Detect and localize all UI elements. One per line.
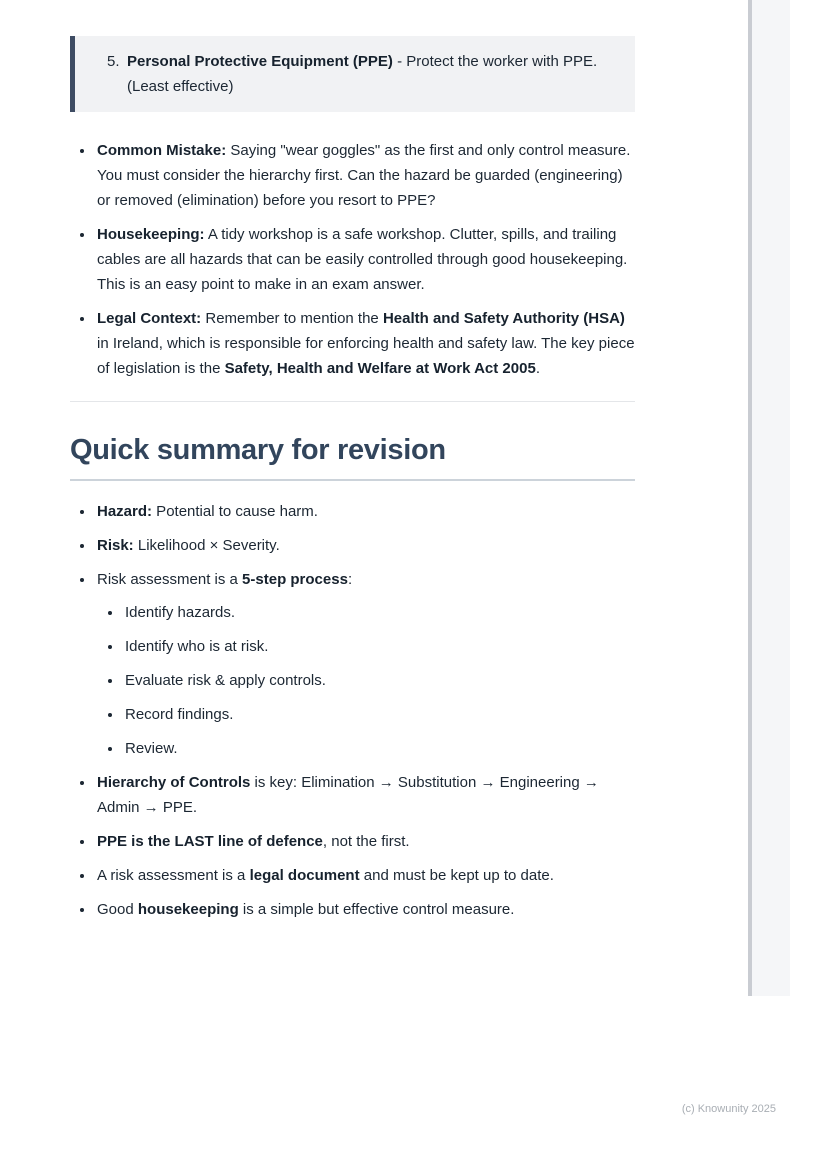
list-item xyxy=(95,533,635,558)
sublist-item-text: Record findings. xyxy=(125,706,234,723)
callout-text: Personal Protective Equipment (PPE) - Protect the worker with PPE. (Least effective) xyxy=(127,53,598,95)
list-item xyxy=(95,306,635,381)
callout-block xyxy=(70,36,635,112)
ordered-list-number: 5. xyxy=(107,53,120,70)
sublist-item xyxy=(123,668,635,693)
list-item-text: Risk assessment is a 5-step process: xyxy=(97,571,353,588)
list-item-text: A risk assessment is a legal document and must be kept up to date. xyxy=(97,867,554,884)
copyright-text: (c) Knowunity 2025 xyxy=(681,1103,776,1115)
list-item xyxy=(95,499,635,524)
list-item-text: Hazard: Potential to cause harm. xyxy=(97,503,318,520)
sublist-item xyxy=(123,600,635,625)
list-item xyxy=(95,863,635,888)
ordered-list-item xyxy=(75,49,617,99)
sublist-item xyxy=(123,634,635,659)
document-content xyxy=(70,36,635,931)
sublist-item-text: Identify who is at risk. xyxy=(125,638,269,655)
notes-list xyxy=(70,138,635,381)
divider xyxy=(70,401,635,402)
list-item-text: PPE is the LAST line of defence, not the first. xyxy=(97,833,410,850)
page-side-gutter xyxy=(752,0,790,996)
sublist-item-text: Evaluate risk & apply controls. xyxy=(125,672,326,689)
section-heading: Quick summary for revision xyxy=(70,434,635,481)
summary-sublist xyxy=(97,600,635,761)
list-item-text: Legal Context: Remember to mention the Health and Safety Authority (HSA) in Ireland, which is responsible for enforcing health and safety law. The key piece of legislation is the Safety, Health and Welfare at Work Act 2005. xyxy=(97,310,635,377)
sublist-item-text: Identify hazards. xyxy=(125,604,236,621)
list-item-text: Hierarchy of Controls is key: Elimination → Substitution → Engineering → Admin → PPE. xyxy=(97,774,599,816)
list-item xyxy=(95,567,635,761)
list-item-text: Risk: Likelihood × Severity. xyxy=(97,537,280,554)
list-item xyxy=(95,897,635,922)
list-item xyxy=(95,138,635,213)
summary-list xyxy=(70,499,635,922)
list-item-text: Good housekeeping is a simple but effective control measure. xyxy=(97,901,515,918)
sublist-item xyxy=(123,702,635,727)
sublist-item xyxy=(123,736,635,761)
list-item xyxy=(95,222,635,297)
list-item-text: Housekeeping: A tidy workshop is a safe workshop. Clutter, spills, and trailing cables are all hazards that can be easily controlled through good housekeeping. This is an easy point to make in an exam answer. xyxy=(97,226,628,293)
list-item-text: Common Mistake: Saying "wear goggles" as the first and only control measure. You must consider the hierarchy first. Can the hazard be guarded (engineering) or removed (elimination) before you resort to PPE? xyxy=(97,142,631,209)
list-item xyxy=(95,770,635,820)
sublist-item-text: Review. xyxy=(125,740,178,757)
list-item xyxy=(95,829,635,854)
